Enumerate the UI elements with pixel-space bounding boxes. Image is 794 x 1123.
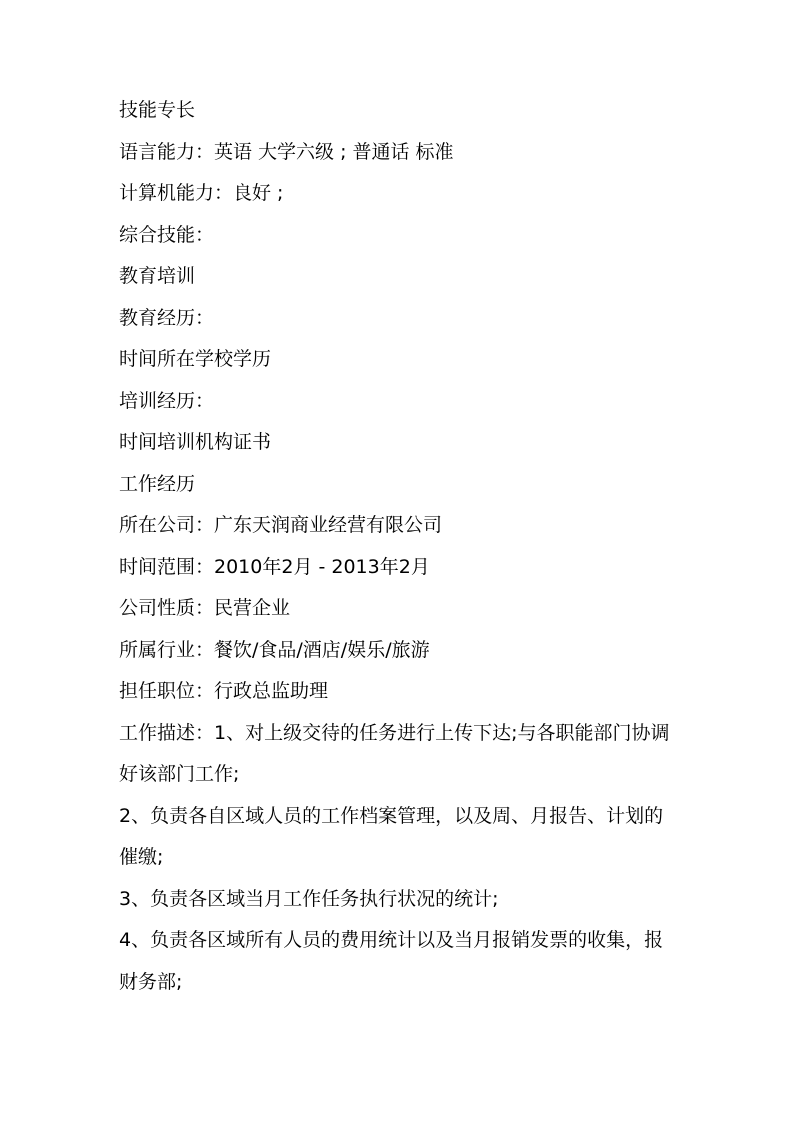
resume-content [119,90,679,1003]
company-field: 所在公司：广东天润商业经营有限公司 [119,514,443,536]
position-field: 担任职位：行政总监助理 [119,680,329,702]
education-training-heading: 教育培训 [119,265,196,287]
company-nature-field: 公司性质：民营企业 [119,597,291,619]
education-columns: 时间所在学校学历 [119,348,272,370]
industry-field: 所属行业：餐饮/食品/酒店/娱乐/旅游 [119,638,430,661]
computer-ability: 计算机能力：良好 ; [119,182,284,204]
general-skills-label: 综合技能： [119,223,215,246]
training-history-label: 培训经历： [119,389,215,412]
work-description-2: 2、负责各自区域人员的工作档案管理，以及周、月报告、计划的催缴; [119,804,664,868]
work-description-1: 工作描述：1、对上级交待的任务进行上传下达;与各职能部门协调好该部门工作; [119,721,670,785]
language-ability: 语言能力：英语 大学六级 ; 普通话 标准 [119,140,454,163]
work-experience-heading: 工作经历 [119,472,196,495]
work-description-3: 3、负责各区域当月工作任务执行状况的统计; [119,887,499,910]
skills-heading: 技能专长 [119,99,196,121]
education-history-label: 教育经历： [119,306,215,329]
period-field: 时间范围：2010年2月 - 2013年2月 [119,555,430,578]
work-description-4: 4、负责各区域所有人员的费用统计以及当月报销发票的收集，报财务部; [119,929,664,993]
training-columns: 时间培训机构证书 [119,431,272,453]
